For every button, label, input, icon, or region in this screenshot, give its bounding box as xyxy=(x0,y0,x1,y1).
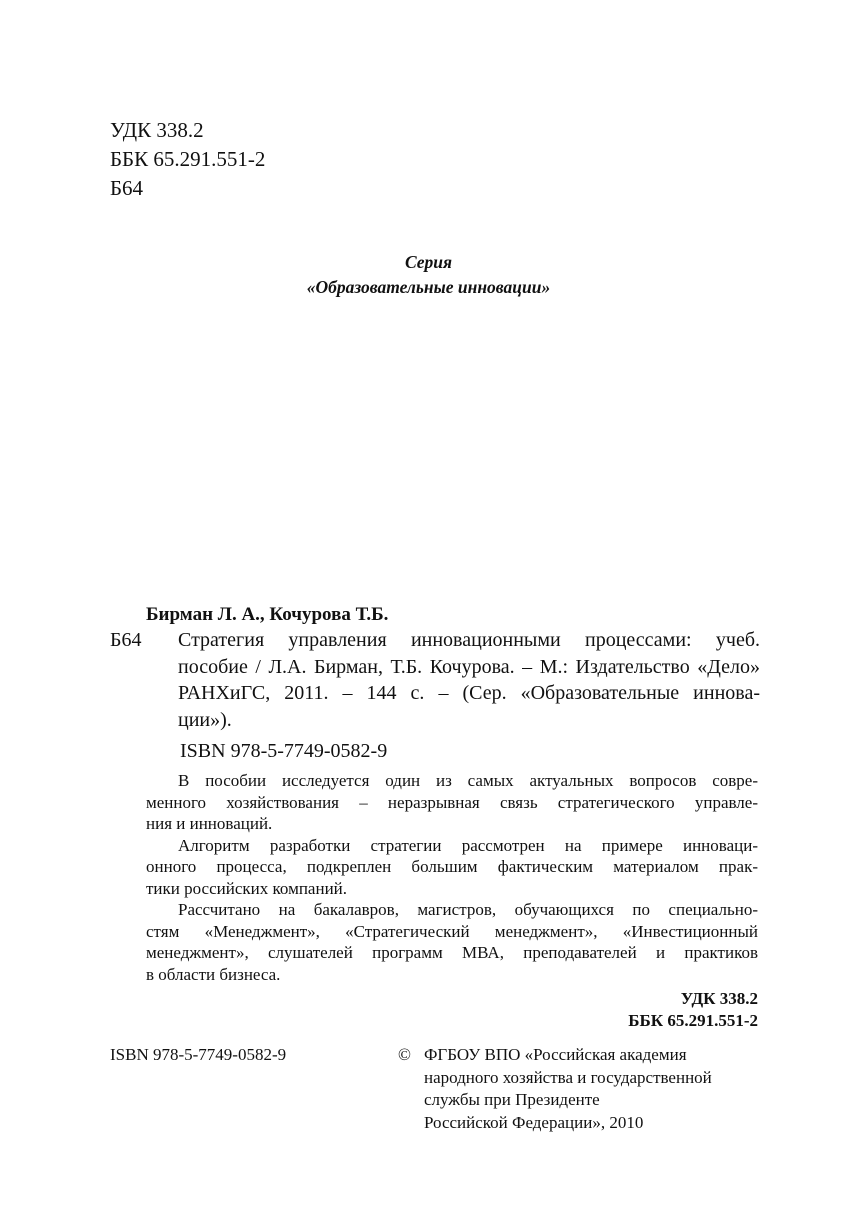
classification-codes-top xyxy=(110,116,265,203)
isbn-footer: ISBN 978-5-7749-0582-9 xyxy=(110,1045,287,1064)
annotation-line: в области бизнеса. xyxy=(146,964,281,984)
annotation-line: ния и инноваций. xyxy=(146,814,273,833)
copyright-line: народного хозяйства и государственной xyxy=(424,1067,712,1087)
authors-heading: Бирман Л. А., Кочурова Т.Б. xyxy=(146,604,389,625)
udk-code: УДК 338.2 xyxy=(110,118,204,142)
isbn-description: ISBN 978-5-7749-0582-9 xyxy=(180,740,388,762)
annotation-line: онного процесса, подкреплен большим фактическим материалом прак- xyxy=(146,857,758,876)
copyright-holder xyxy=(424,1044,712,1134)
description-line: РАНХиГС, 2011. – 144 с. – (Сер. «Образовательные иннова- xyxy=(178,682,760,704)
annotation-line: Алгоритм разработки стратегии рассмотрен на примере инноваци- xyxy=(178,835,758,855)
udk-code-bottom: УДК 338.2 xyxy=(680,989,758,1008)
description-line: ции»). xyxy=(178,708,232,731)
annotation-line: стям «Менеджмент», «Стратегический менеджмент», «Инвестиционный xyxy=(146,921,758,941)
annotation-paragraph xyxy=(146,899,758,985)
description-line: Стратегия управления инновационными процессами: учеб. xyxy=(178,629,760,651)
bibliographic-description xyxy=(178,627,760,733)
annotation-paragraph xyxy=(146,835,758,900)
bbk-code-bottom: ББК 65.291.551-2 xyxy=(628,1011,758,1030)
copyright-block xyxy=(398,1044,712,1134)
annotation-paragraph xyxy=(146,770,758,835)
series-label: Серия xyxy=(404,252,453,272)
classification-codes-bottom xyxy=(628,988,758,1032)
annotation-line: менеджмент», слушателей программ МВА, преподавателей и практиков xyxy=(146,943,758,962)
author-mark: Б64 xyxy=(110,176,144,200)
annotation-line: менного хозяйствования – неразрывная связь стратегического управле- xyxy=(146,792,758,812)
series-name: «Образовательные инновации» xyxy=(306,277,551,297)
copyright-line: Российской Федерации», 2010 xyxy=(424,1112,644,1132)
bibliographic-author-mark: Б64 xyxy=(110,629,142,651)
annotation xyxy=(146,770,758,985)
series-block xyxy=(0,250,857,300)
copyright-line: службы при Президенте xyxy=(424,1090,600,1109)
bbk-code: ББК 65.291.551-2 xyxy=(110,147,266,171)
annotation-line: тики российских компаний. xyxy=(146,878,348,898)
copyright-icon: © xyxy=(398,1045,411,1064)
annotation-line: Рассчитано на бакалавров, магистров, обучающихся по специально- xyxy=(178,900,758,919)
annotation-line: В пособии исследуется один из самых актуальных вопросов совре- xyxy=(178,771,758,790)
copyright-line: ФГБОУ ВПО «Российская академия xyxy=(424,1045,687,1064)
description-line: пособие / Л.А. Бирман, Т.Б. Кочурова. – М.: Издательство «Дело» xyxy=(178,655,760,678)
